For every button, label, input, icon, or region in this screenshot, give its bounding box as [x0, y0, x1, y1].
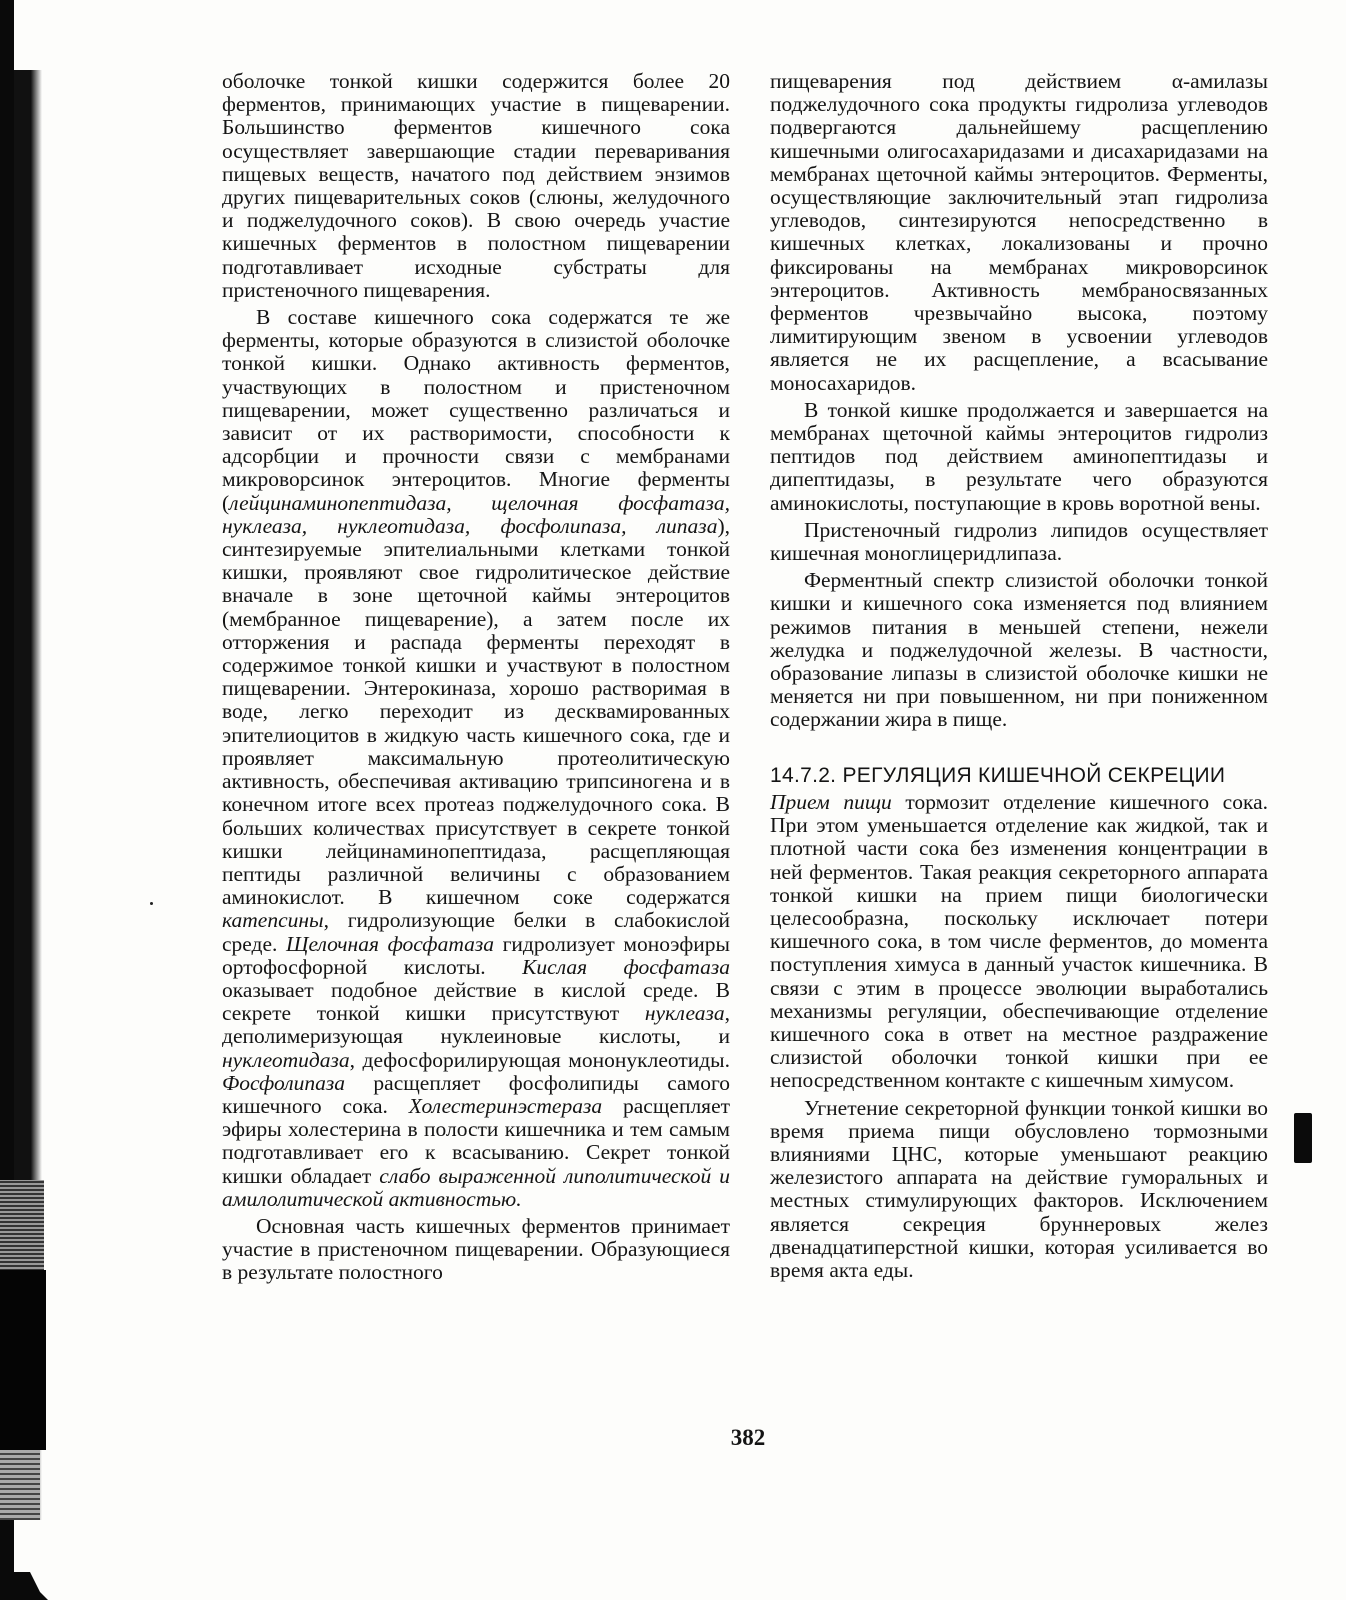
text-run: В тонкой кишке продолжается и завершается на мембранах щеточной каймы энтероцитов гидролиз пептидов под действием аминопептидазы и дипептидазы, в результате чего образуются аминокислоты, поступающие в кровь воротной вены. — [770, 397, 1268, 515]
paragraph — [222, 70, 730, 302]
text-run: Пристеночный гидролиз липидов осуществляет кишечная моноглицеридлипаза. — [770, 517, 1268, 566]
paragraph — [770, 1097, 1268, 1283]
text-run: расщепляет эфиры холестерина в полости кишечника и тем самым подготавливает его к всасыванию. Секрет тонкой кишки обладает — [222, 1093, 731, 1188]
italic-term: Холестеринэстераза — [408, 1093, 603, 1118]
text-run: расщепляет фосфолипиды самого кишечного сока. — [222, 1070, 730, 1118]
paragraph — [770, 519, 1268, 565]
text-run: ), синтезируемые эпителиальными клетками тонкой кишки, проявляют свое гидролитическое действие вначале в зоне щеточной каймы энтероцитов (мембранное пищеварение), а затем после их отторжения и распада ферменты переходят в содержимое тонкой кишки и участвуют в полостном пищеварении. Энтерокиназа, хорошо растворимая в воде, легко переходит из десквамированных эпителиоцитов в жидкую часть кишечного сока, где и проявляет максимальную протеолитическую активность, обеспечивая активацию трипсиногена и в конечном итоге всех протеаз поджелудочного сока. В больших количествах присутствует в секрете тонкой кишки лейцинаминопептидаза, расщепляющая пептиды различной величины с образованием аминокислот. В кишечном соке содержатся — [222, 513, 730, 910]
italic-term: Кислая фосфатаза — [522, 954, 730, 979]
text-run: тормозит отделение кишечного сока. При этом уменьшается отделение как жидкой, так и плотной части сока без изменения концентрации в ней ферментов. Такая реакция секреторного аппарата тонкой кишки на прием пищи биологически целесообразна, поскольку исключает потери кишечного сока, в том числе ферментов, до момента поступления химуса в данный участок кишечника. В связи с этим в процессе эволюции выработались механизмы регуляции, обеспечивающие отделение кишечного сока в ответ на местное раздражение слизистой оболочки тонкой кишки при ее непосредственном контакте с кишечным химусом. — [770, 789, 1268, 1093]
text-run: Основная часть кишечных ферментов принимает участие в пристеночном пищеварении. Образующиеся в результате полостного — [222, 1213, 730, 1285]
paragraph — [222, 1215, 730, 1285]
text-run: Ферментный спектр слизистой оболочки тонкой кишки и кишечного сока изменяется под влиянием режимов питания в меньшей степени, нежели желудка и поджелудочной железы. В частности, образование липазы в слизистой оболочке кишки не меняется ни при повышенном, ни при пониженном содержании жира в пище. — [770, 568, 1268, 732]
italic-term: слабо выраженной липолитической и амилолитической активностью. — [222, 1163, 730, 1211]
scan-corner-mark — [0, 1562, 48, 1600]
scan-noise-lower — [0, 1450, 40, 1520]
scan-noise — [0, 1180, 44, 1275]
text-run: В составе кишечного сока содержатся те же ферменты, которые образуются в слизистой оболочке тонкой кишки. Однако активность ферментов, участвующих в полостном и пристеночном пищеварении, может существенно различаться и зависит от их растворимости, способности к адсорбции и прочности связи с мембранами микроворсинок энтероцитов. Многие ферменты ( — [222, 305, 730, 515]
text-run: Угнетение секреторной функции тонкой кишки во время приема пищи обусловлено тормозными влияниями ЦНС, которые уменьшают реакцию железистого аппарата на действие гуморальных и местных стимулирующих факторов. Исключением является секреция бруннеровых желез двенадцатиперстной кишки, которая усиливается во время акта еды. — [770, 1095, 1268, 1282]
text-run: пищеварения под действием α-амилазы поджелудочного сока продукты гидролиза углеводов подвергаются дальнейшему расщеплению кишечными олигосахаридазами и дисахаридазами на мембранах щеточной каймы энтероцитов. Ферменты, осуществляющие заключительный этап гидролиза углеводов, синтезируются непосредственно в кишечных клетках, локализованы и прочно фиксированы на мембранах микроворсинок энтероцитов. Активность мембраносвязанных ферментов чрезвычайно высока, поэтому лимитирующим звеном в усвоении углеводов является не их расщепление, а всасывание моносахаридов. — [770, 69, 1268, 395]
text-run: , гидролизующие белки в слабокислой среде. — [222, 908, 730, 956]
text-run: гидролизует моноэфиры ортофосфорной кислоты. — [222, 931, 730, 979]
text-run: , дефосфорилирующая мононуклеотиды. — [349, 1047, 730, 1072]
paragraph — [222, 306, 730, 1211]
italic-term: Прием пищи — [770, 789, 892, 814]
paragraph — [770, 569, 1268, 731]
italic-term: лейцинаминопептидаза, щелочная фосфатаза, нуклеаза, нуклеотидаза, фосфолипаза, липаза — [222, 490, 730, 538]
text-run: оболочке тонкой кишки содержится более 20 ферментов, принимающих участие в пищеварении. Большинство ферментов кишечного сока осуществляет завершающие стадии переваривания пищевых веществ, начатого под действием энзимов других пищеварительных соков (слюны, желудочного и поджелудочного соков). В свою очередь участие кишечных ферментов в полостном пищеварении подготавливает исходные субстраты для пристеночного пищеварения. — [222, 69, 730, 302]
paragraph — [770, 399, 1268, 515]
paragraph — [770, 791, 1268, 1093]
italic-term: нуклеаза — [644, 1001, 725, 1026]
page-number: 382 — [730, 1425, 766, 1450]
italic-term: нуклеотидаза — [222, 1047, 350, 1072]
scan-speck — [150, 902, 153, 905]
section-heading: 14.7.2. РЕГУЛЯЦИЯ КИШЕЧНОЙ СЕКРЕЦИИ — [770, 763, 1226, 787]
text-run: , деполимеризующая нуклеиновые кислоты, и — [222, 1001, 730, 1049]
italic-term: катепсины — [222, 908, 324, 933]
right-column — [770, 70, 1268, 1282]
italic-term: Фосфолипаза — [222, 1070, 346, 1095]
paragraph — [770, 70, 1268, 395]
italic-term: Щелочная фосфатаза — [286, 931, 494, 956]
left-column — [222, 70, 730, 1285]
margin-mark — [1294, 1113, 1312, 1163]
text-run: оказывает подобное действие в кислой среде. В секрете тонкой кишки присутствуют — [222, 977, 730, 1026]
scan-block — [0, 1270, 46, 1450]
